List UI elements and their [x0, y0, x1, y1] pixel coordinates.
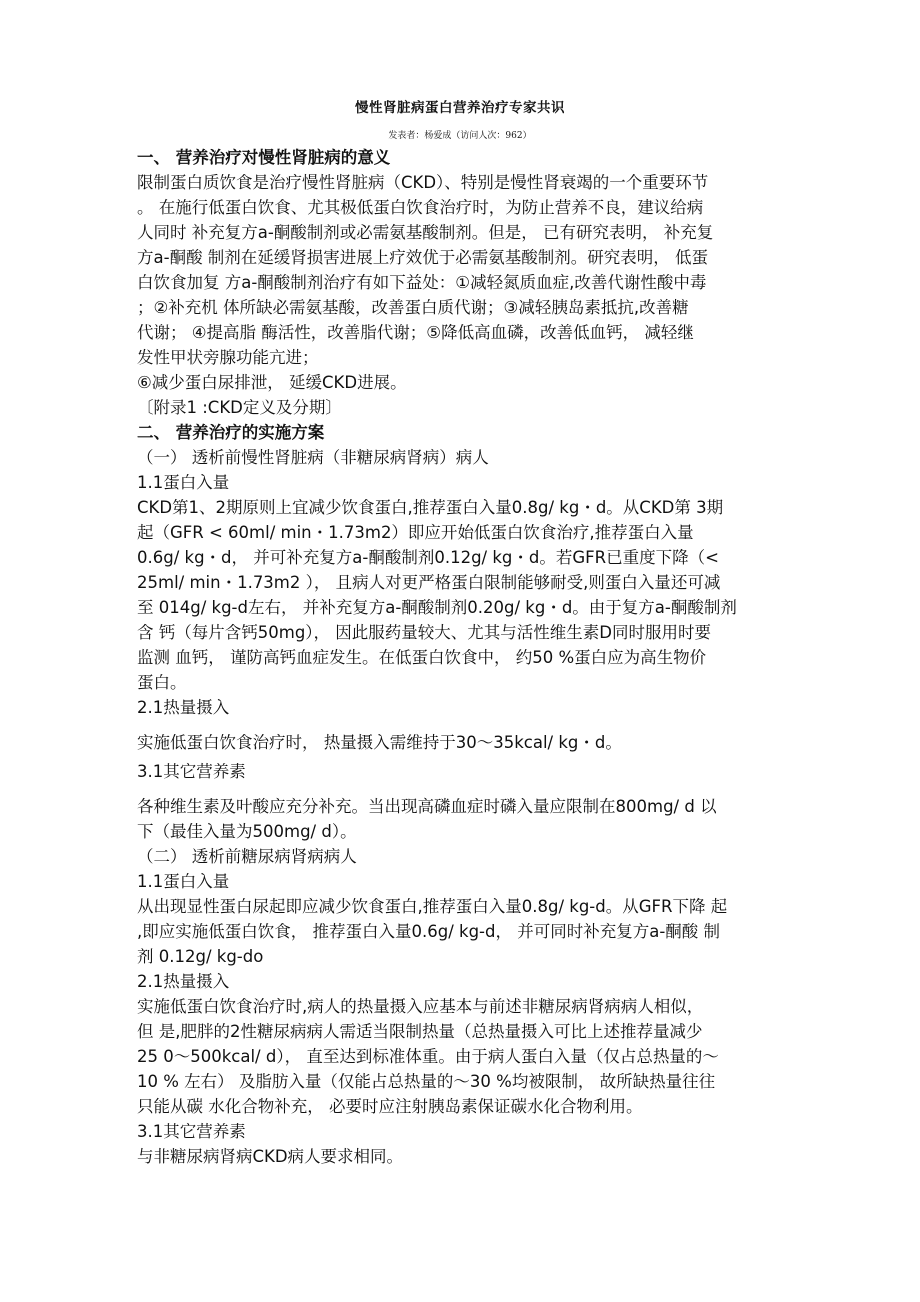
paragraph-line: 各种维生素及叶酸应充分补充。当出现高磷血症时磷入量应限制在800mg/ d 以 — [137, 797, 717, 816]
document-body — [137, 145, 795, 1169]
paragraph-line: ⑥减少蛋白尿排泄， 延缓CKD进展。 — [137, 373, 407, 392]
paragraph-line: 人同时 补充复方a-酮酸制剂或必需氨基酸制剂。但是， 已有研究表明， 补充复 — [137, 223, 714, 242]
paragraph-line: CKD第1、2期原则上宜减少饮食蛋白,推荐蛋白入量0.8g/ kg・d。从CKD第 3期 — [137, 498, 724, 517]
paragraph-line: 与非糖尿病肾病CKD病人要求相同。 — [137, 1147, 404, 1166]
section1-heading: 一、 营养治疗对慢性肾脏病的意义 — [137, 148, 391, 167]
item-heading: 3.1其它营养素 — [137, 1122, 246, 1141]
paragraph-line: 10 % 左右） 及脂肪入量（仅能占总热量的～30 %均被限制， 故所缺热量往往 — [137, 1072, 716, 1091]
item-heading: 2.1热量摄入 — [137, 698, 230, 717]
paragraph-line: 监测 血钙， 谨防高钙血症发生。在低蛋白饮食中， 约50 %蛋白应为高生物价 — [137, 648, 707, 667]
paragraph-line: 发性甲状旁腺功能亢进； — [137, 348, 319, 367]
paragraph-line: 25ml/ min・1.73m2 ）， 且病人对更严格蛋白限制能够耐受,则蛋白入量还可减 — [137, 573, 721, 592]
item-heading: 1.1蛋白入量 — [137, 473, 230, 492]
paragraph-line: 蛋白。 — [137, 673, 187, 692]
paragraph-line: 至 014g/ kg-d左右， 并补充复方a-酮酸制剂0.20g/ kg・d。由于复方a-酮酸制剂 — [137, 598, 737, 617]
paragraph-line: ,即应实施低蛋白饮食， 推荐蛋白入量0.6g/ kg-d， 并可同时补充复方a-酮酸 制 — [137, 922, 721, 941]
document-title: 慢性肾脏病蛋白营养治疗专家共识 — [355, 100, 565, 116]
paragraph-line: 代谢； ④提高脂 酶活性，改善脂代谢；⑤降低高血磷，改善低血钙， 减轻继 — [137, 323, 694, 342]
paragraph-line: 。 在施行低蛋白饮食、尤其极低蛋白饮食治疗时，为防止营养不良，建议给病 — [137, 198, 704, 217]
item-heading: 2.1热量摄入 — [137, 972, 230, 991]
paragraph-line: 起（GFR < 60ml/ min・1.73m2）即应开始低蛋白饮食治疗,推荐蛋白入量 — [137, 523, 694, 542]
appendix-note: 〔附录1 :CKD定义及分期〕 — [137, 398, 342, 417]
spacer — [137, 720, 795, 730]
paragraph-line: 方a-酮酸 制剂在延缓肾损害进展上疗效优于必需氨基酸制剂。研究表明， 低蛋 — [137, 248, 709, 267]
item-heading: 3.1其它营养素 — [137, 762, 246, 781]
subsection-heading: （二） 透析前糖尿病肾病病人 — [137, 847, 357, 866]
subsection-heading: （一） 透析前慢性肾脏病（非糖尿病肾病）病人 — [137, 448, 489, 467]
spacer — [137, 784, 795, 794]
paragraph-line: 限制蛋白质饮食是治疗慢性肾脏病（CKD）、特别是慢性肾衰竭的一个重要环节 — [137, 173, 709, 192]
paragraph-line: 0.6g/ kg・d， 并可补充复方a-酮酸制剂0.12g/ kg・d。若GFR已重度下降（< — [137, 548, 719, 567]
paragraph-line: 剂 0.12g/ kg-do — [137, 947, 264, 966]
paragraph-line: 实施低蛋白饮食治疗时， 热量摄入需维持于30～35kcal/ kg・d。 — [137, 733, 622, 752]
author-line: 发表者：杨爱成（访问人次：962） — [388, 131, 532, 141]
section2-heading: 二、 营养治疗的实施方案 — [137, 423, 325, 442]
paragraph-line: 含 钙（每片含钙50mg）， 因此服药量较大、尤其与活性维生素D同时服用时要 — [137, 623, 711, 642]
paragraph-line: ；②补充机 体所缺必需氨基酸，改善蛋白质代谢；③减轻胰岛素抵抗,改善糖 — [137, 298, 689, 317]
paragraph-line: 但 是,肥胖的2性糖尿病病人需适当限制热量（总热量摄入可比上述推荐量减少 — [137, 1022, 703, 1041]
paragraph-line: 只能从碳 水化合物补充， 必要时应注射胰岛素保证碳水化合物利用。 — [137, 1097, 643, 1116]
paragraph-line: 25 0～500kcal/ d）， 直至达到标准体重。由于病人蛋白入量（仅占总热量的～ — [137, 1047, 719, 1066]
paragraph-line: 实施低蛋白饮食治疗时,病人的热量摄入应基本与前述非糖尿病肾病病人相似， — [137, 997, 704, 1016]
paragraph-line: 下（最佳入量为500mg/ d）。 — [137, 822, 357, 841]
paragraph-line: 白饮食加复 方a-酮酸制剂治疗有如下益处：①减轻氮质血症,改善代谢性酸中毒 — [137, 273, 707, 292]
paragraph-line: 从出现显性蛋白尿起即应减少饮食蛋白,推荐蛋白入量0.8g/ kg-d。从GFR下降 起 — [137, 897, 728, 916]
item-heading: 1.1蛋白入量 — [137, 872, 230, 891]
